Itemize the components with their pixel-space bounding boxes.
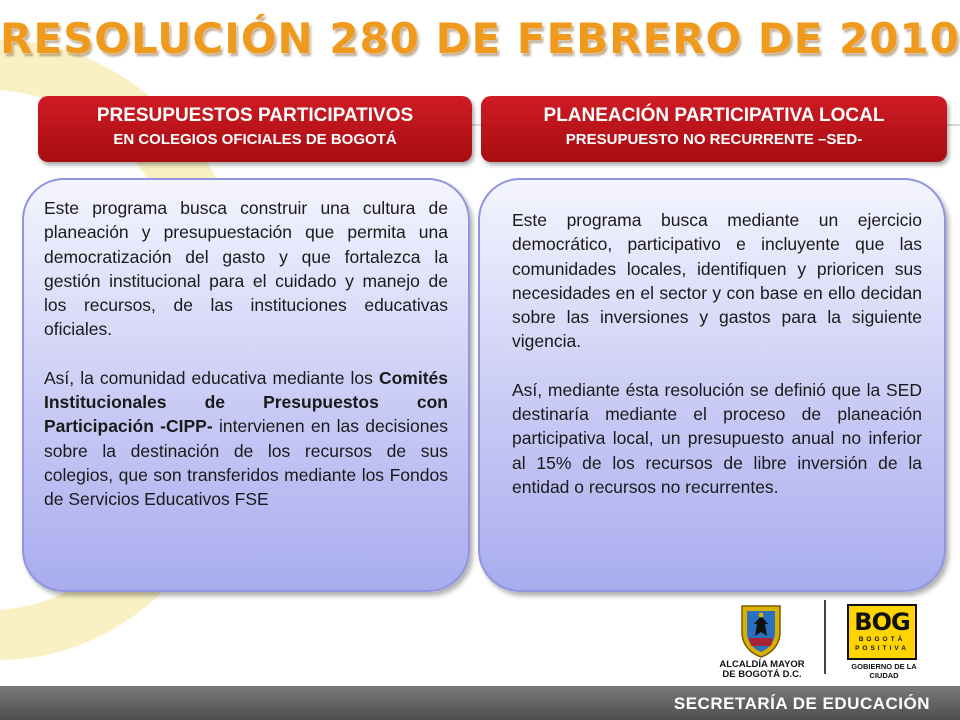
gobierno-label: GOBIERNO DE LA CIUDAD (851, 662, 917, 680)
right-content-panel (478, 178, 946, 592)
left-paragraph-1: Este programa busca construir una cultura de planeación y presupuestación que permita una democratización del gasto y que fortalezca la gestión institucional para el cuidado y manejo de los recursos, de las instituciones educativas oficiales. (44, 198, 448, 340)
footer-bar (0, 686, 960, 720)
left-paragraph-2-rest: intervienen en las decisiones sobre la destinación de los recursos de sus colegios, que son transferidos mediante los Fondos de Servicios Educativos FSE (44, 416, 448, 510)
left-paragraph-2-bold: Comités Institucionales de Presupuestos con Participación -CIPP- (44, 367, 448, 437)
logo-area (712, 596, 952, 680)
bog-sub-1: BOGOTÁ (858, 636, 906, 643)
left-header-line2: EN COLEGIOS OFICIALES DE BOGOTÁ (113, 131, 397, 148)
left-content-panel (22, 178, 470, 592)
right-header-box (481, 96, 947, 162)
bog-sub-2: POSITIVA (855, 645, 909, 652)
footer-label: SECRETARÍA DE EDUCACIÓN (673, 694, 930, 713)
alcaldia-line2: DE BOGOTÁ D.C. (722, 669, 802, 680)
right-header-line1: PLANEACIÓN PARTICIPATIVA LOCAL (543, 105, 885, 126)
bog-word: BOG (854, 608, 910, 636)
left-paragraph-2-intro: Así, la comunidad educativa mediante los (44, 367, 379, 388)
alcaldia-line1: ALCALDÍA MAYOR (719, 659, 805, 670)
slide-title: RESOLUCIÓN 280 DE FEBRERO DE 2010 (0, 14, 960, 63)
right-header-line2: PRESUPUESTO NO RECURRENTE –SED- (565, 131, 863, 148)
bogota-coat-of-arms-icon (738, 602, 784, 658)
bogota-positiva-logo (847, 604, 917, 660)
left-header-line1: PRESUPUESTOS PARTICIPATIVOS (96, 105, 414, 126)
alcaldia-label (712, 660, 812, 680)
logo-divider (824, 600, 826, 674)
left-paragraph-2 (44, 366, 448, 512)
right-paragraph-1: Este programa busca mediante un ejercicio democrático, participativo e incluyente que las comunidades locales, identifiquen y prioricen sus necesidades en el sector y con base en ello decidan sobre las inversiones y gastos para la siguiente vigencia. (512, 210, 922, 352)
left-header-box (38, 96, 472, 162)
right-paragraph-2: Así, mediante ésta resolución se definió que la SED destinaría mediante el proceso de planeación participativa local, un presupuesto anual no inferior al 15% de los recursos de libre inversión de la entidad o recursos no recurrentes. (512, 379, 922, 497)
